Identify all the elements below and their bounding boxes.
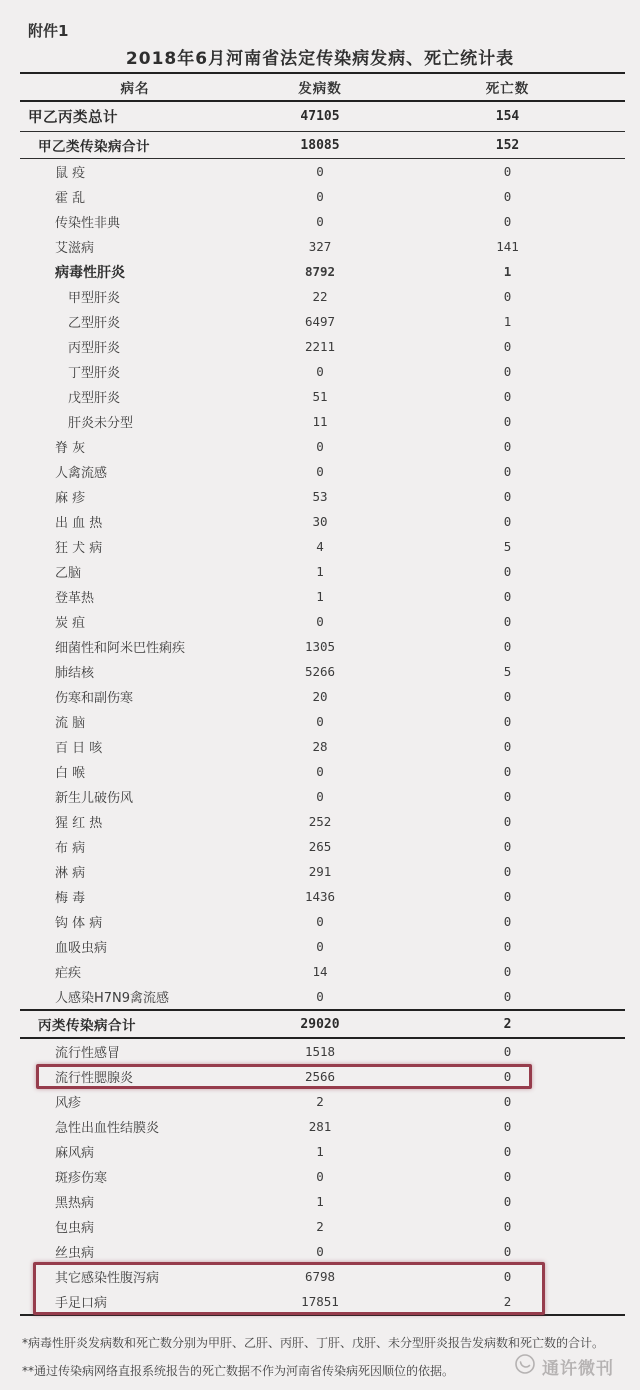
cases-cell: 265 <box>308 839 332 854</box>
cases-cell: 4 <box>316 539 324 554</box>
table-row <box>20 1114 625 1139</box>
deaths-cell: 0 <box>503 1094 512 1109</box>
deaths-cell: 0 <box>503 589 512 604</box>
watermark-logo-icon <box>514 1353 536 1380</box>
disease-name-cell: 戊型肝炎 <box>68 391 121 406</box>
table-row <box>20 1189 625 1214</box>
disease-name-cell: 流行性腮腺炎 <box>55 1071 134 1086</box>
table-row <box>20 234 625 259</box>
table-row <box>20 859 625 884</box>
footnote-2: **通过传染病网络直报系统报告的死亡数据不作为河南省传染病死因顺位的依据。 <box>22 1364 455 1378</box>
table-row <box>20 809 625 834</box>
table-row <box>20 634 625 659</box>
disease-name-cell: 其它感染性腹泻病 <box>55 1271 160 1286</box>
table-header-row <box>20 74 625 102</box>
deaths-cell: 0 <box>503 364 512 379</box>
cases-cell: 5266 <box>304 664 336 679</box>
table-row <box>20 184 625 209</box>
table-row <box>20 102 625 132</box>
disease-name-cell: 狂 犬 病 <box>55 541 103 556</box>
deaths-cell: 0 <box>503 1069 512 1084</box>
table-row <box>20 584 625 609</box>
disease-name-cell: 麻 疹 <box>55 491 86 506</box>
table-row <box>20 959 625 984</box>
cases-cell: 47105 <box>300 109 340 124</box>
cases-cell: 30 <box>312 514 328 529</box>
deaths-cell: 0 <box>503 564 512 579</box>
cases-cell: 0 <box>316 939 324 954</box>
table-row <box>20 559 625 584</box>
disease-name-cell: 细菌性和阿米巴性痢疾 <box>55 641 186 656</box>
cases-cell: 0 <box>316 714 324 729</box>
table-row <box>20 484 625 509</box>
disease-name-cell: 白 喉 <box>55 766 86 781</box>
cases-cell: 0 <box>316 1169 324 1184</box>
disease-name-cell: 钩 体 病 <box>55 916 103 931</box>
disease-name-cell: 霍 乱 <box>55 191 86 206</box>
table-row <box>20 259 625 284</box>
cases-cell: 28 <box>312 739 328 754</box>
deaths-cell: 0 <box>503 739 512 754</box>
deaths-cell: 0 <box>503 414 512 429</box>
cases-cell: 2566 <box>304 1069 336 1084</box>
deaths-cell: 0 <box>503 964 512 979</box>
table-row <box>20 834 625 859</box>
cases-cell: 8792 <box>304 264 336 279</box>
table-row <box>20 159 625 184</box>
disease-name-cell: 流行性感冒 <box>55 1046 121 1061</box>
table-row <box>20 1264 625 1289</box>
table-row <box>20 334 625 359</box>
cases-cell: 2 <box>316 1219 324 1234</box>
footnote-1: *病毒性肝炎发病数和死亡数分别为甲肝、乙肝、丙肝、丁肝、戊肝、未分型肝炎报告发病数和死亡数的合计。 <box>22 1336 605 1350</box>
cases-cell: 0 <box>316 189 324 204</box>
disease-name-cell: 传染性非典 <box>55 216 121 231</box>
deaths-cell: 0 <box>503 764 512 779</box>
cases-cell: 1 <box>316 1144 324 1159</box>
deaths-cell: 0 <box>503 1244 512 1259</box>
cases-cell: 0 <box>316 214 324 229</box>
cases-cell: 0 <box>316 989 324 1004</box>
table-row <box>20 434 625 459</box>
table-row <box>20 1089 625 1114</box>
table-row <box>20 909 625 934</box>
table-row <box>20 1009 625 1039</box>
statistics-table <box>20 72 625 1316</box>
deaths-cell: 0 <box>503 989 512 1004</box>
table-body <box>20 102 625 1314</box>
watermark <box>514 1353 614 1380</box>
table-row <box>20 984 625 1009</box>
cases-cell: 20 <box>312 689 328 704</box>
disease-name-cell: 肺结核 <box>55 666 95 681</box>
disease-name-cell: 猩 红 热 <box>55 816 103 831</box>
table-row <box>20 659 625 684</box>
cases-cell: 281 <box>308 1119 332 1134</box>
disease-name-cell: 鼠 疫 <box>55 166 86 181</box>
disease-name-cell: 黑热病 <box>55 1196 95 1211</box>
disease-name-cell: 百 日 咳 <box>55 741 103 756</box>
table-row <box>20 459 625 484</box>
table-row <box>20 934 625 959</box>
disease-name-cell: 甲型肝炎 <box>68 291 121 306</box>
page-title: 2018年6月河南省法定传染病发病、死亡统计表 <box>125 49 515 69</box>
disease-name-cell: 丙型肝炎 <box>68 341 121 356</box>
cases-cell: 0 <box>316 364 324 379</box>
deaths-cell: 0 <box>503 639 512 654</box>
table-row <box>20 209 625 234</box>
disease-name-cell: 人感染H7N9禽流感 <box>55 991 170 1006</box>
cases-cell: 17851 <box>301 1294 339 1309</box>
deaths-cell: 154 <box>495 109 520 124</box>
cases-cell: 252 <box>308 814 332 829</box>
table-row <box>20 284 625 309</box>
disease-name-cell: 脊 灰 <box>55 441 86 456</box>
cases-cell: 327 <box>308 239 332 254</box>
deaths-cell: 0 <box>503 1169 512 1184</box>
table-row <box>20 1239 625 1264</box>
cases-cell: 1305 <box>304 639 336 654</box>
deaths-cell: 0 <box>503 1044 512 1059</box>
cases-cell: 0 <box>316 614 324 629</box>
disease-name-cell: 伤寒和副伤寒 <box>55 691 134 706</box>
deaths-cell: 0 <box>503 164 512 179</box>
deaths-cell: 0 <box>503 1269 512 1284</box>
disease-name-cell: 风疹 <box>55 1096 82 1111</box>
deaths-cell: 0 <box>503 689 512 704</box>
deaths-cell: 0 <box>503 514 512 529</box>
table-row <box>20 534 625 559</box>
cases-cell: 0 <box>316 164 324 179</box>
disease-name-cell: 丙类传染病合计 <box>38 1018 136 1034</box>
deaths-cell: 152 <box>495 137 520 153</box>
deaths-cell: 0 <box>503 439 512 454</box>
cases-cell: 51 <box>312 389 328 404</box>
deaths-cell: 5 <box>503 539 512 554</box>
cases-cell: 29020 <box>300 1016 340 1032</box>
table-row <box>20 509 625 534</box>
table-row <box>20 734 625 759</box>
table-row <box>20 1164 625 1189</box>
table-row <box>20 132 625 159</box>
table-row <box>20 1139 625 1164</box>
column-header-deaths: 死亡数 <box>485 81 530 97</box>
cases-cell: 11 <box>312 414 328 429</box>
disease-name-cell: 甲乙丙类总计 <box>28 110 118 126</box>
deaths-cell: 1 <box>503 314 512 329</box>
deaths-cell: 0 <box>503 714 512 729</box>
disease-name-cell: 麻风病 <box>55 1146 95 1161</box>
cases-cell: 0 <box>316 464 324 479</box>
cases-cell: 6497 <box>304 314 336 329</box>
cases-cell: 1518 <box>304 1044 336 1059</box>
deaths-cell: 0 <box>503 489 512 504</box>
disease-name-cell: 出 血 热 <box>55 516 103 531</box>
table-row <box>20 1289 625 1314</box>
column-header-disease: 病名 <box>120 81 150 97</box>
table-row <box>20 309 625 334</box>
disease-name-cell: 艾滋病 <box>55 241 95 256</box>
table-row <box>20 609 625 634</box>
table-row <box>20 709 625 734</box>
watermark-text: 通许微刊 <box>542 1359 614 1379</box>
deaths-cell: 0 <box>503 814 512 829</box>
disease-name-cell: 肝炎未分型 <box>68 416 134 431</box>
disease-name-cell: 乙型肝炎 <box>68 316 121 331</box>
cases-cell: 53 <box>312 489 328 504</box>
disease-name-cell: 包虫病 <box>55 1221 95 1236</box>
table-row <box>20 1214 625 1239</box>
deaths-cell: 0 <box>503 1219 512 1234</box>
disease-name-cell: 疟疾 <box>55 966 82 981</box>
deaths-cell: 0 <box>503 389 512 404</box>
deaths-cell: 0 <box>503 289 512 304</box>
cases-cell: 0 <box>316 764 324 779</box>
cases-cell: 6798 <box>304 1269 336 1284</box>
deaths-cell: 0 <box>503 789 512 804</box>
deaths-cell: 0 <box>503 339 512 354</box>
cases-cell: 2211 <box>304 339 336 354</box>
table-row <box>20 759 625 784</box>
cases-cell: 2 <box>316 1094 324 1109</box>
deaths-cell: 0 <box>503 939 512 954</box>
disease-name-cell: 布 病 <box>55 841 86 856</box>
cases-cell: 0 <box>316 1244 324 1259</box>
cases-cell: 1 <box>316 589 324 604</box>
document-page <box>0 20 640 1390</box>
disease-name-cell: 血吸虫病 <box>55 941 108 956</box>
deaths-cell: 2 <box>503 1016 512 1032</box>
cases-cell: 1 <box>316 564 324 579</box>
column-header-cases: 发病数 <box>298 81 342 97</box>
cases-cell: 0 <box>316 439 324 454</box>
table-row <box>20 384 625 409</box>
disease-name-cell: 人禽流感 <box>55 466 108 481</box>
deaths-cell: 0 <box>503 614 512 629</box>
table-row <box>20 1064 625 1089</box>
cases-cell: 1436 <box>304 889 336 904</box>
disease-name-cell: 乙脑 <box>55 566 82 581</box>
deaths-cell: 141 <box>496 239 519 254</box>
disease-name-cell: 丝虫病 <box>55 1246 95 1261</box>
table-row <box>20 359 625 384</box>
cases-cell: 0 <box>316 914 324 929</box>
deaths-cell: 0 <box>503 189 512 204</box>
deaths-cell: 5 <box>503 664 512 679</box>
table-row <box>20 884 625 909</box>
disease-name-cell: 登革热 <box>55 591 95 606</box>
attachment-label: 附件1 <box>28 22 69 40</box>
deaths-cell: 0 <box>503 889 512 904</box>
cases-cell: 14 <box>312 964 328 979</box>
table-row <box>20 1039 625 1064</box>
deaths-cell: 0 <box>503 214 512 229</box>
disease-name-cell: 急性出血性结膜炎 <box>55 1121 160 1136</box>
deaths-cell: 0 <box>503 464 512 479</box>
cases-cell: 291 <box>308 864 332 879</box>
disease-name-cell: 炭 疽 <box>55 616 86 631</box>
deaths-cell: 0 <box>503 1119 512 1134</box>
disease-name-cell: 流 脑 <box>55 716 86 731</box>
disease-name-cell: 手足口病 <box>55 1296 108 1311</box>
table-row <box>20 409 625 434</box>
deaths-cell: 2 <box>503 1294 512 1309</box>
deaths-cell: 0 <box>503 914 512 929</box>
cases-cell: 18085 <box>300 137 340 153</box>
disease-name-cell: 梅 毒 <box>55 891 86 906</box>
cases-cell: 22 <box>312 289 328 304</box>
deaths-cell: 0 <box>503 1194 512 1209</box>
deaths-cell: 0 <box>503 839 512 854</box>
disease-name-cell: 新生儿破伤风 <box>55 791 134 806</box>
deaths-cell: 0 <box>503 1144 512 1159</box>
cases-cell: 1 <box>316 1194 324 1209</box>
disease-name-cell: 丁型肝炎 <box>68 366 121 381</box>
deaths-cell: 1 <box>503 264 512 279</box>
table-row <box>20 684 625 709</box>
disease-name-cell: 病毒性肝炎 <box>55 264 125 281</box>
table-row <box>20 784 625 809</box>
deaths-cell: 0 <box>503 864 512 879</box>
disease-name-cell: 甲乙类传染病合计 <box>38 139 150 155</box>
cases-cell: 0 <box>316 789 324 804</box>
disease-name-cell: 淋 病 <box>55 866 86 881</box>
disease-name-cell: 斑疹伤寒 <box>55 1171 108 1186</box>
